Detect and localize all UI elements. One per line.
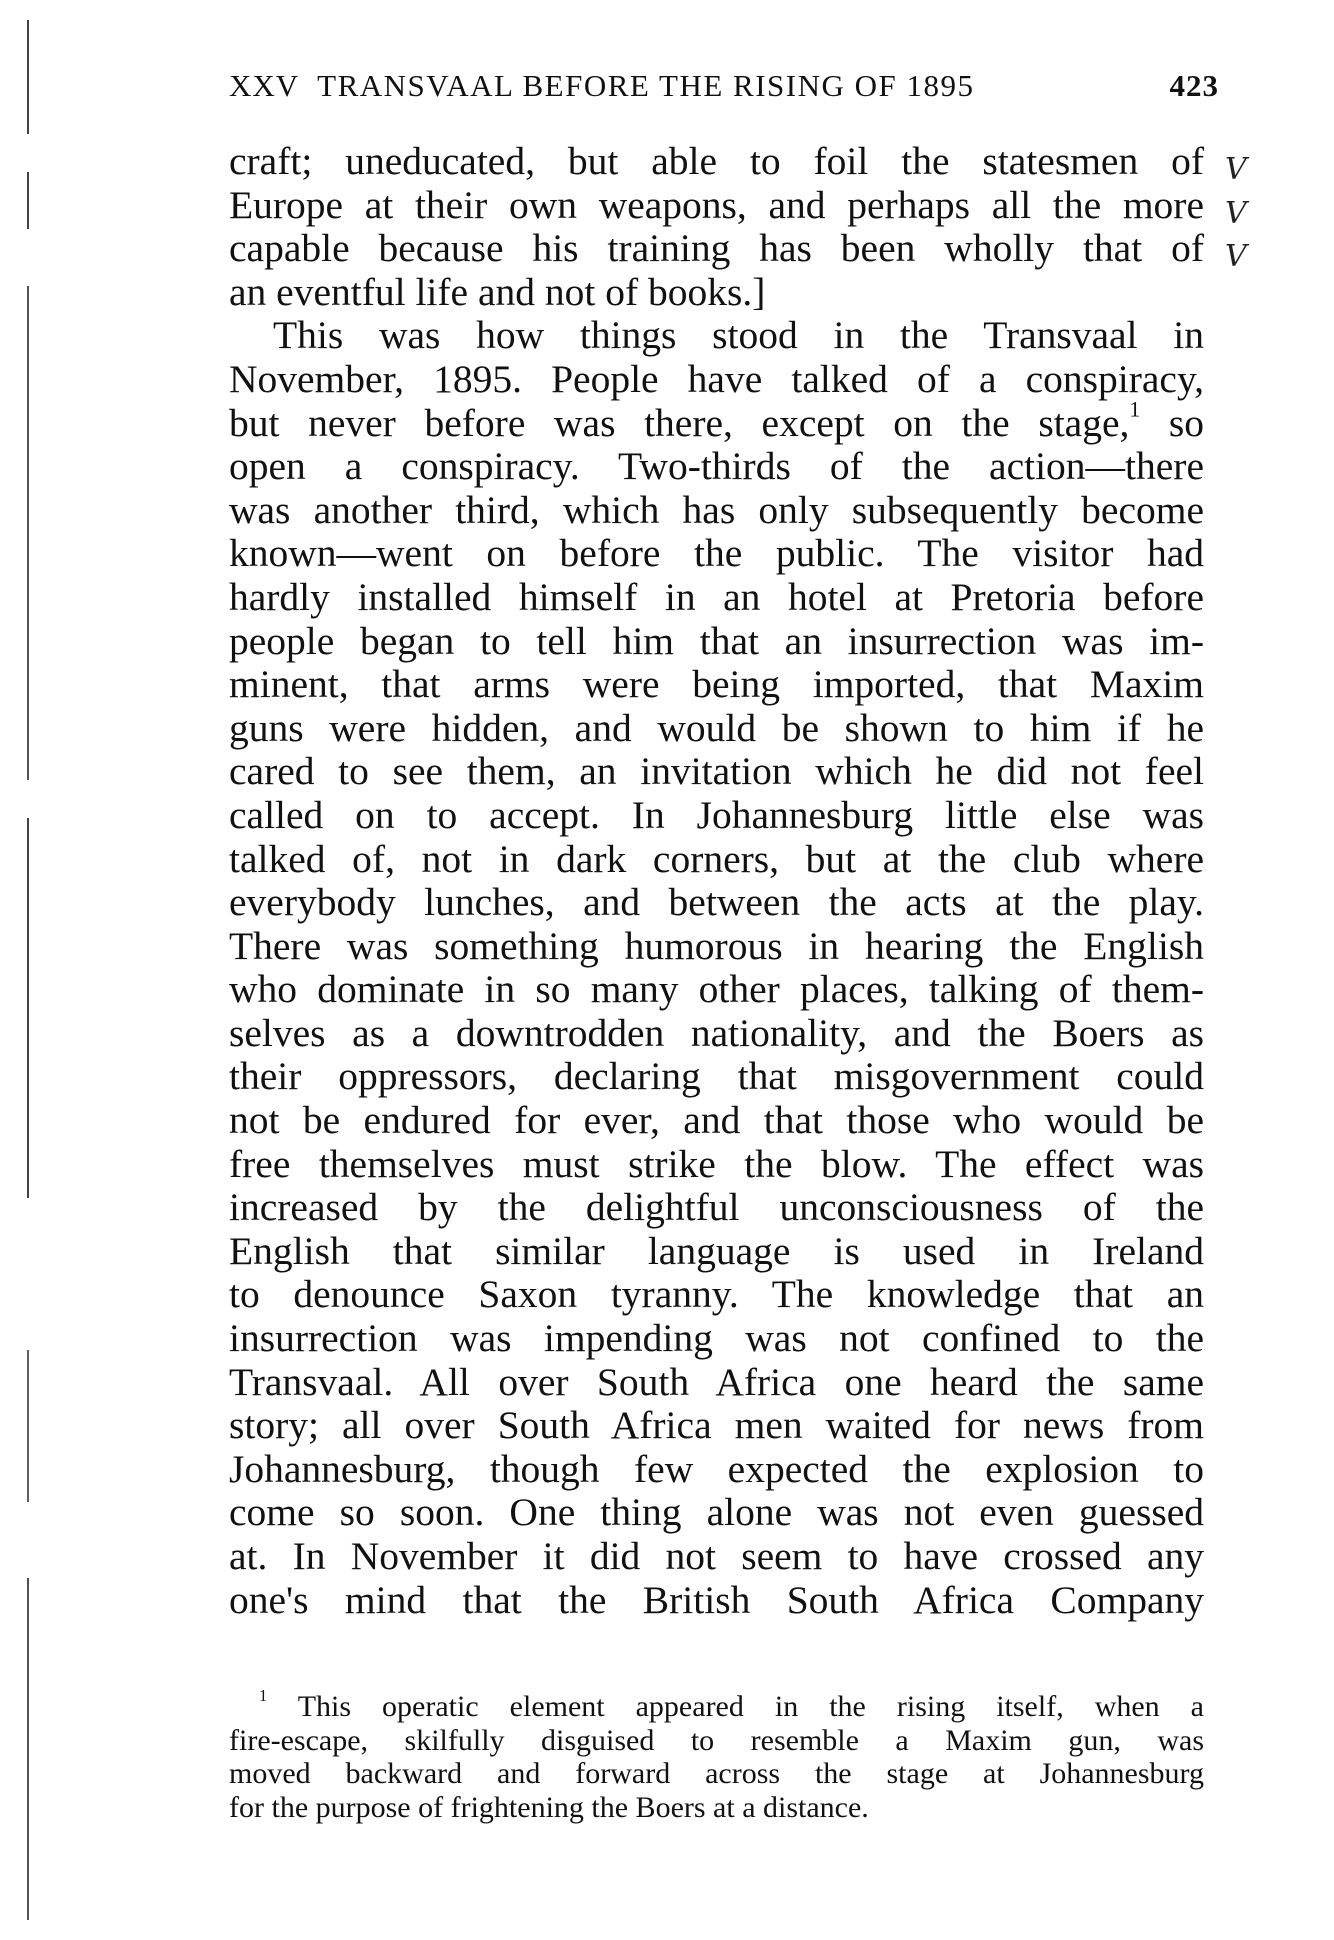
footnote-marker: 1 xyxy=(259,1686,268,1706)
text-line: everybody lunches, and between the acts at the play. xyxy=(229,880,1204,925)
text-line: insurrection was impending was not confined to the xyxy=(229,1316,1204,1361)
text-line: English that similar language is used in Ireland xyxy=(229,1228,1204,1273)
page-number: 423 xyxy=(1169,68,1219,103)
text-line: capable because his training has been wholly that of xyxy=(229,226,1204,271)
text-line: known—went on before the public. The visitor had xyxy=(229,531,1204,576)
footnote xyxy=(229,1686,1204,1824)
text-line: who dominate in so many other places, talking of them- xyxy=(229,967,1204,1012)
body-text xyxy=(229,140,1204,1622)
margin-tick: V xyxy=(1225,152,1247,187)
text-line: There was something humorous in hearing the English xyxy=(229,923,1204,968)
text-line: to denounce Saxon tyranny. The knowledge that an xyxy=(229,1272,1204,1317)
text-line: their oppressors, declaring that misgovernment could xyxy=(229,1054,1204,1099)
margin-tick: V xyxy=(1225,239,1247,275)
text-line: increased by the delightful unconsciousness of the xyxy=(229,1185,1204,1230)
footnote-reference: 1 xyxy=(1129,397,1141,422)
text-line: free themselves must strike the blow. The effect was xyxy=(229,1141,1204,1186)
text-line: not be endured for ever, and that those who would be xyxy=(229,1098,1204,1143)
binding-margin-line xyxy=(27,20,29,1920)
text-line: Johannesburg, though few expected the explosion to xyxy=(229,1446,1204,1491)
footnote-line: fire-escape, skilfully disguised to resemble a Maxim gun, was xyxy=(229,1723,1204,1757)
footnote-line xyxy=(229,1686,1204,1724)
running-header xyxy=(229,68,1219,104)
text-line: was another third, which has only subsequently become xyxy=(229,487,1204,532)
running-title: TRANSVAAL BEFORE THE RISING OF 1895 xyxy=(317,68,975,103)
text-line: minent, that arms were being imported, that Maxim xyxy=(229,662,1204,707)
text-segment: so xyxy=(1140,400,1204,445)
text-line: guns were hidden, and would be shown to him if he xyxy=(229,705,1204,750)
text-segment: but never before was there, except on the stage, xyxy=(229,400,1130,445)
margin-tick: V xyxy=(1225,195,1247,231)
text-line: story; all over South Africa men waited for news from xyxy=(229,1403,1204,1448)
text-line: called on to accept. In Johannesburg little else was xyxy=(229,792,1204,837)
text-line: This was how things stood in the Transvaal in xyxy=(273,313,1204,358)
text-line: Transvaal. All over South Africa one heard the same xyxy=(229,1359,1204,1404)
text-line-with-footnote xyxy=(229,397,1204,446)
footnote-line: for the purpose of frightening the Boers at a distance. xyxy=(229,1790,869,1824)
text-line: people began to tell him that an insurrection was im- xyxy=(229,618,1204,663)
text-line: cared to see them, an invitation which he did not feel xyxy=(229,749,1204,794)
text-line: come so soon. One thing alone was not even guessed xyxy=(229,1490,1204,1535)
text-line: November, 1895. People have talked of a conspiracy, xyxy=(229,356,1204,401)
text-line: Europe at their own weapons, and perhaps all the more xyxy=(229,182,1204,227)
handwritten-margin-ticks xyxy=(1225,148,1247,279)
text-line: at. In November it did not seem to have crossed any xyxy=(229,1534,1204,1578)
text-line: hardly installed himself in an hotel at Pretoria before xyxy=(229,574,1204,619)
footnote-line: moved backward and forward across the stage at Johannesburg xyxy=(229,1757,1204,1790)
text-line: one's mind that the British South Africa Company xyxy=(229,1577,1204,1622)
text-segment: This operatic element appeared in the rising itself, when a xyxy=(297,1690,1204,1723)
text-line: selves as a downtrodden nationality, and the Boers as xyxy=(229,1010,1204,1055)
text-line: open a conspiracy. Two-thirds of the action—there xyxy=(229,444,1204,489)
text-line: craft; uneducated, but able to foil the statesmen of xyxy=(229,139,1204,183)
text-line: an eventful life and not of books.] xyxy=(229,269,766,314)
chapter-number: XXV xyxy=(229,68,300,103)
text-line: talked of, not in dark corners, but at the club where xyxy=(229,836,1204,881)
